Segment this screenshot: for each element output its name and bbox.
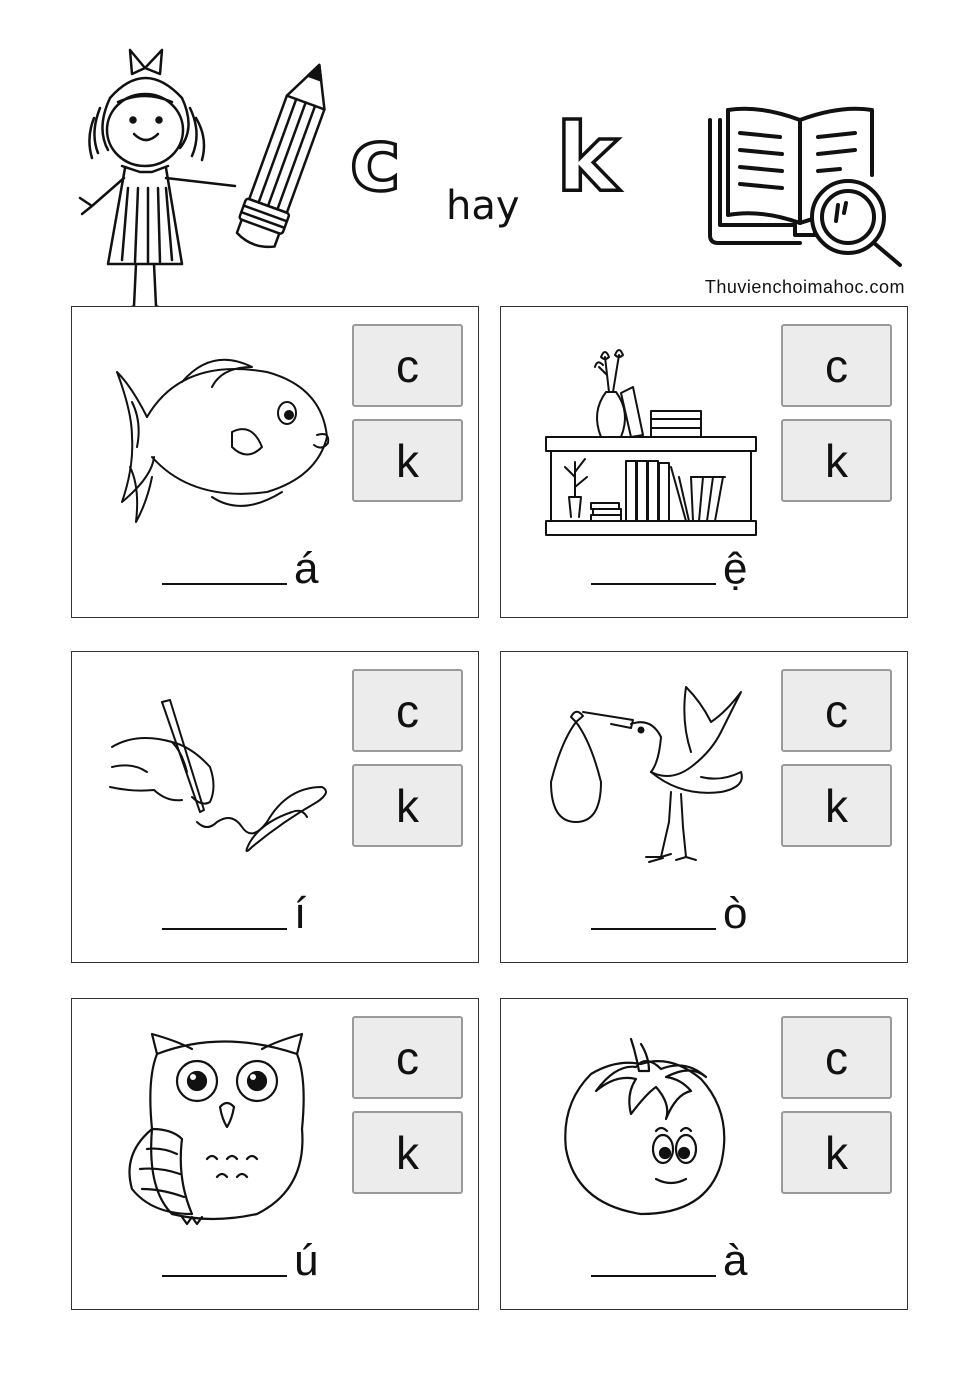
stork-picture: [521, 672, 791, 882]
exercise-card: [500, 651, 908, 963]
owl-picture: [92, 1019, 362, 1229]
hand-signing-picture: [92, 672, 362, 882]
vowel-text: à: [723, 1236, 748, 1285]
exercise-card: [71, 651, 479, 963]
option-c-box[interactable]: c: [352, 324, 463, 407]
option-c-box[interactable]: c: [781, 1016, 892, 1099]
vowel-text: ệ: [723, 544, 748, 593]
vowel-text: ò: [723, 889, 748, 938]
answer-blank-line[interactable]: [591, 1275, 716, 1277]
vowel-text: ú: [294, 1236, 319, 1285]
answer-blank-line[interactable]: [162, 583, 287, 585]
option-k-box[interactable]: k: [781, 419, 892, 502]
option-c-box[interactable]: c: [352, 669, 463, 752]
option-k-box[interactable]: k: [781, 764, 892, 847]
girl-with-pencil-illustration: [70, 38, 350, 318]
option-k-box[interactable]: k: [781, 1111, 892, 1194]
option-k-box[interactable]: k: [352, 764, 463, 847]
title-letter-c: c: [350, 111, 401, 211]
vowel-text: í: [294, 889, 307, 938]
answer-blank-line[interactable]: [162, 1275, 287, 1277]
exercise-card: [500, 306, 908, 618]
option-k-box[interactable]: k: [352, 1111, 463, 1194]
vowel-text: á: [294, 544, 319, 593]
title-letter-k: k: [556, 104, 619, 213]
website-label: Thuvienchoimahoc.com: [704, 277, 905, 297]
tomato-picture: [521, 1019, 791, 1229]
option-c-box[interactable]: c: [781, 669, 892, 752]
fish-picture: [92, 327, 362, 537]
answer-blank-line[interactable]: [591, 583, 716, 585]
book-magnifier-icon: [700, 95, 910, 275]
exercise-card: [500, 998, 908, 1310]
answer-blank-line[interactable]: [591, 928, 716, 930]
answer-blank-line[interactable]: [162, 928, 287, 930]
option-c-box[interactable]: c: [781, 324, 892, 407]
title-word-hay: hay: [446, 183, 520, 229]
bookshelf-picture: [521, 327, 791, 537]
exercise-card: [71, 306, 479, 618]
exercise-card: [71, 998, 479, 1310]
option-k-box[interactable]: k: [352, 419, 463, 502]
option-c-box[interactable]: c: [352, 1016, 463, 1099]
